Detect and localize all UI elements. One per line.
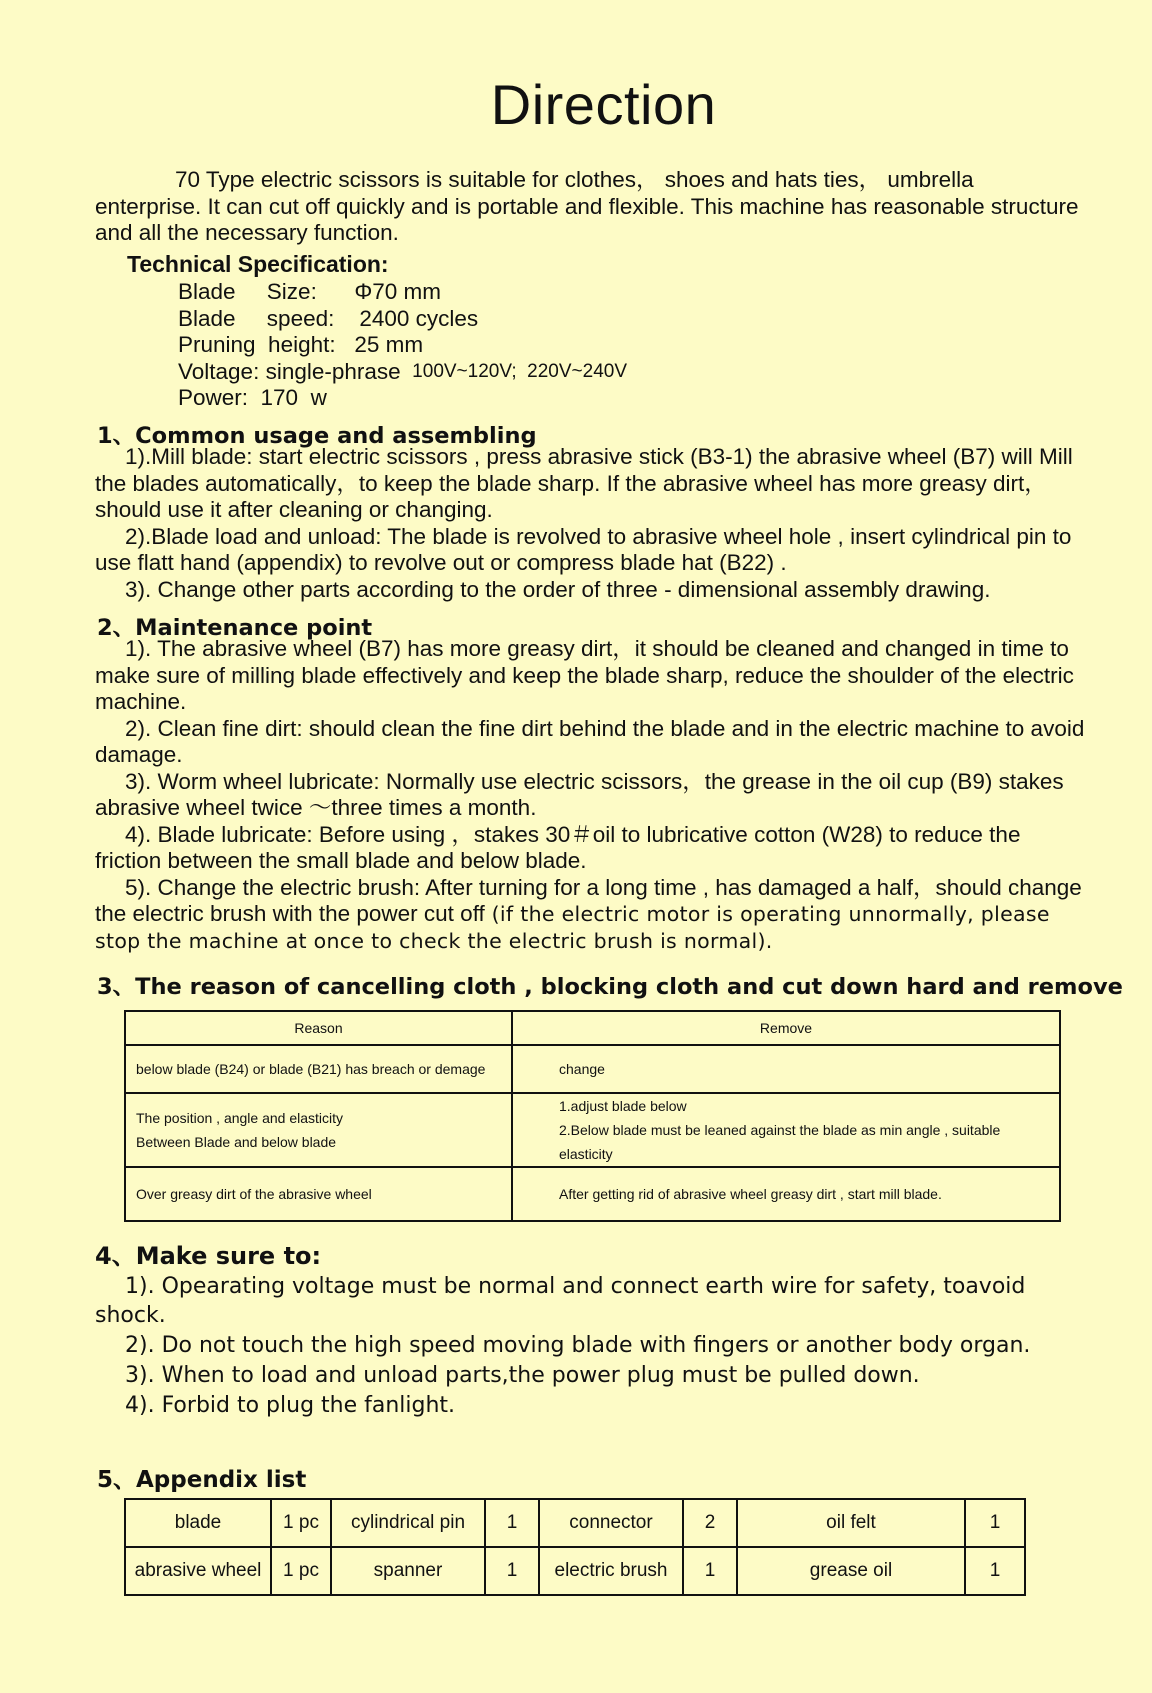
section-4-para: 4). Forbid to plug the fanlight. xyxy=(125,1392,456,1418)
spec-list xyxy=(178,279,627,412)
appendix-cell: 2 xyxy=(683,1499,737,1547)
section-4-para: 1). Opearating voltage must be normal and connect earth wire for safety, toavoid shock. xyxy=(95,1273,1026,1329)
section-2-para: 1). The abrasive wheel (B7) has more greasy dirt，it should be cleaned and changed in time to make sure of milling blade effectively and keep the blade sharp, reduce the shoulder of the electric machine. xyxy=(95,636,1074,714)
appendix-cell: 1 xyxy=(965,1547,1025,1595)
appendix-cell: 1 xyxy=(965,1499,1025,1547)
appendix-cell: 1 xyxy=(683,1547,737,1595)
section-1-para: 2).Blade load and unload: The blade is revolved to abrasive wheel hole , insert cylindrical pin to use flatt hand (appendix) to revolve out or compress blade hat (B22) . xyxy=(95,523,1072,575)
appendix-cell: 1 pc xyxy=(271,1547,331,1595)
reason-cell: The position , angle and elasticity Between Blade and below blade xyxy=(125,1093,512,1167)
remove-cell: 1.adjust blade below 2.Below blade must be leaned against the blade as min angle , suitable elasticity xyxy=(512,1093,1060,1167)
appendix-cell: grease oil xyxy=(737,1547,965,1595)
appendix-cell: cylindrical pin xyxy=(331,1499,485,1547)
appendix-cell: spanner xyxy=(331,1547,485,1595)
spec-row-voltage xyxy=(178,359,627,386)
spec-row-power: Power: 170 w xyxy=(178,385,327,410)
appendix-cell: abrasive wheel xyxy=(125,1547,271,1595)
appendix-cell: 1 xyxy=(485,1547,539,1595)
reason-cell: below blade (B24) or blade (B21) has breach or demage xyxy=(125,1045,512,1093)
section-3-heading: 3、The reason of cancelling cloth , blocking cloth and cut down hard and remove xyxy=(97,974,1123,1000)
spec-row: Blade Size: Φ70 mm xyxy=(178,279,442,304)
section-2-para: 4). Blade lubricate: Before using ，stakes 30＃oil to lubricative cotton (W28) to reduce the friction between the small blade and below blade. xyxy=(95,821,1021,873)
section-1-para: 1).Mill blade: start electric scissors , press abrasive stick (B3-1) the abrasive wheel (B7) will Mill the blades automatically，to keep the blade sharp. If the abrasive wheel has more greasy dirt，should use it after cleaning or changing. xyxy=(95,444,1073,522)
col-header-remove: Remove xyxy=(512,1011,1060,1045)
section-4 xyxy=(95,1242,1085,1420)
section-2-heading: 2、Maintenance point xyxy=(97,615,373,641)
section-1-body xyxy=(95,444,1085,603)
section-1-heading: 1、Common usage and assembling xyxy=(97,423,537,449)
appendix-cell: connector xyxy=(539,1499,683,1547)
voltage-value: 100V~120V; 220V~240V xyxy=(406,360,628,382)
section-1-para: 3). Change other parts according to the order of three - dimensional assembly drawing. xyxy=(125,576,991,602)
section-2-para-5: 5). Change the electric brush: After turning for a long time , has damaged a half，should change the electric brush with the power cut off (if the electric motor is operating unnormally, please stop the machine at once to check the electric brush is normal). xyxy=(95,874,1082,953)
remove-cell: change xyxy=(512,1045,1060,1093)
section-5-heading: 5、Appendix list xyxy=(97,1467,307,1493)
section-2-body xyxy=(95,636,1085,954)
section-2-para: 2). Clean fine dirt: should clean the fine dirt behind the blade and in the electric machine to avoid damage. xyxy=(95,715,1085,767)
appendix-table xyxy=(124,1498,1026,1596)
spec-row: Blade speed: 2400 cycles xyxy=(178,305,479,331)
table-row xyxy=(125,1045,1060,1093)
spec-row: Pruning height: 25 mm xyxy=(178,332,424,357)
reason-cell: Over greasy dirt of the abrasive wheel xyxy=(125,1167,512,1221)
appendix-cell: blade xyxy=(125,1499,271,1547)
page-title: Direction xyxy=(490,73,717,136)
table-row xyxy=(125,1547,1025,1595)
appendix-cell: 1 xyxy=(485,1499,539,1547)
col-header-reason: Reason xyxy=(125,1011,512,1045)
table-row xyxy=(125,1093,1060,1167)
table-row xyxy=(125,1167,1060,1221)
voltage-label: Voltage: single-phrase xyxy=(178,358,407,384)
section-4-para: 3). When to load and unload parts,the power plug must be pulled down. xyxy=(125,1362,920,1388)
appendix-cell: 1 pc xyxy=(271,1499,331,1547)
appendix-cell: electric brush xyxy=(539,1547,683,1595)
appendix-cell: oil felt xyxy=(737,1499,965,1547)
remove-cell: After getting rid of abrasive wheel greasy dirt , start mill blade. xyxy=(512,1167,1060,1221)
spec-title: Technical Specification: xyxy=(127,251,389,277)
intro-paragraph: 70 Type electric scissors is suitable for clothes， shoes and hats ties， umbrella enterprise. It can cut off quickly and is portable and flexible. This machine has reasonable structure and all the necessary function. xyxy=(95,167,1079,245)
reason-table xyxy=(124,1010,1061,1222)
section-4-heading: 4、Make sure to: xyxy=(95,1242,322,1270)
section-4-para: 2). Do not touch the high speed moving blade with fingers or another body organ. xyxy=(125,1333,1031,1359)
section-2-para-5-note: (if the electric motor is operating unnormally, please stop the machine at once to check the electric brush is normal). xyxy=(95,902,1050,953)
table-row xyxy=(125,1499,1025,1547)
section-2-para: 3). Worm wheel lubricate: Normally use electric scissors，the grease in the oil cup (B9) stakes abrasive wheel twice ～three times a month. xyxy=(95,768,1064,820)
